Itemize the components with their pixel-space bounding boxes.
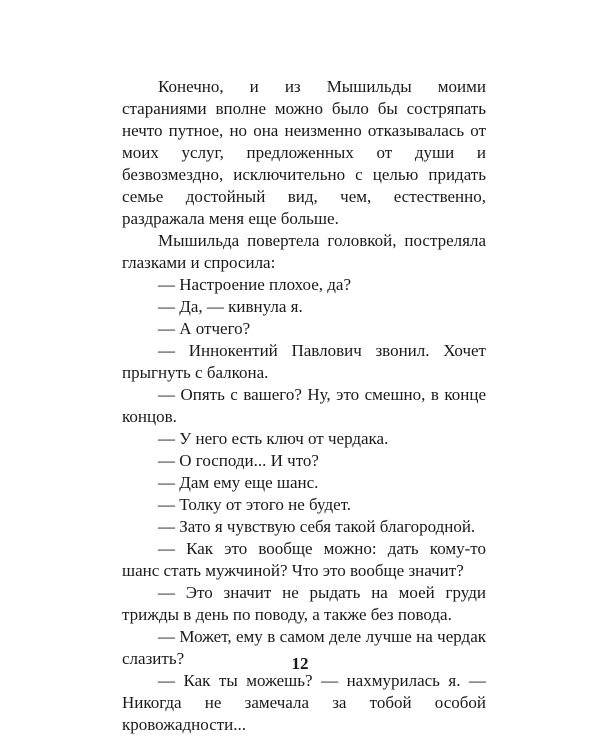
dialogue-line: — Как ты можешь? — нахмурилась я. — Никогда не замечала за тобой особой кровожадности... <box>122 671 486 734</box>
dialogue-line: — У него есть ключ от чердака. <box>158 429 389 448</box>
dialogue-line: — Иннокентий Павлович звонил. Хочет прыгнуть с балкона. <box>122 341 486 382</box>
dialogue-line: — Дам ему еще шанс. <box>158 473 319 492</box>
dialogue-line: — Может, ему в самом деле лучше на чердак слазить? <box>122 627 486 668</box>
paragraph: Конечно, и из Мышильды моими стараниями вполне можно было бы состряпать нечто путное, но она неизменно отказывалась от моих услуг, предложенных от души и безвозмездно, исключительно с целью придать семье достойный вид, чем, естественно, раздражала меня еще больше. <box>122 77 486 228</box>
dialogue-line: — О господи... И что? <box>158 451 319 470</box>
dialogue-line: — А отчего? <box>158 319 251 338</box>
dialogue-line: — Зато я чувствую себя такой благородной. <box>158 517 476 536</box>
dialogue-line: — Толку от этого не будет. <box>158 495 352 514</box>
page-number: 12 <box>291 654 309 673</box>
dialogue-line: — Настроение плохое, да? <box>158 275 352 294</box>
dialogue-line: — Опять с вашего? Ну, это смешно, в конце концов. <box>122 385 486 426</box>
paragraph: Мышильда повертела головкой, постреляла глазками и спросила: <box>122 231 486 272</box>
dialogue-line: — Да, — кивнула я. <box>158 297 303 316</box>
dialogue-line: — Как это вообще можно: дать кому-то шанс стать мужчиной? Что это вообще значит? <box>122 539 486 580</box>
dialogue-line: — Это значит не рыдать на моей груди трижды в день по поводу, а также без повода. <box>122 583 486 624</box>
text-block <box>122 76 486 736</box>
